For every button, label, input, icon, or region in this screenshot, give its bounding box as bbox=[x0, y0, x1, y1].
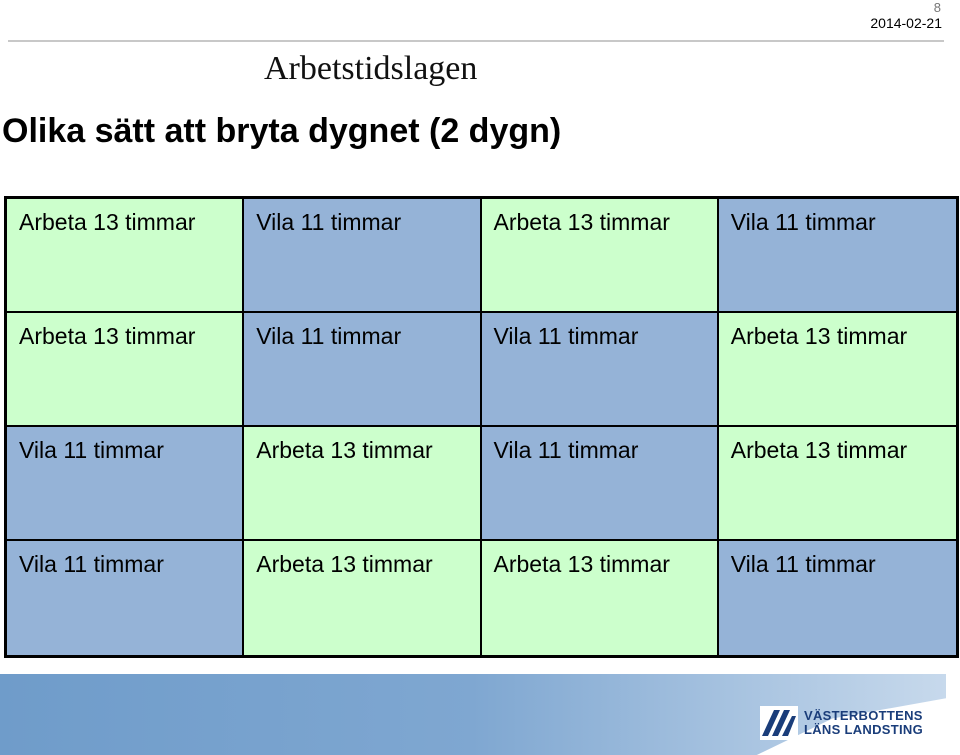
slide-title: Olika sätt att bryta dygnet (2 dygn) bbox=[2, 112, 562, 150]
logo-text-line1: VÄSTERBOTTENS bbox=[804, 708, 923, 723]
schedule-grid bbox=[4, 196, 959, 658]
slide-subtitle: Arbetstidslagen bbox=[264, 50, 478, 87]
schedule-cell-r1-c4: Vila 11 timmar bbox=[719, 199, 956, 313]
schedule-cell-r4-c1: Vila 11 timmar bbox=[7, 541, 244, 655]
schedule-cell-r1-c3: Arbeta 13 timmar bbox=[482, 199, 719, 313]
county-council-logo-icon bbox=[760, 706, 798, 740]
schedule-cell-r2-c2: Vila 11 timmar bbox=[244, 313, 481, 427]
schedule-cell-r3-c4: Arbeta 13 timmar bbox=[719, 427, 956, 541]
schedule-cell-r3-c3: Vila 11 timmar bbox=[482, 427, 719, 541]
schedule-cell-r3-c1: Vila 11 timmar bbox=[7, 427, 244, 541]
schedule-cell-r4-c2: Arbeta 13 timmar bbox=[244, 541, 481, 655]
schedule-cell-r1-c2: Vila 11 timmar bbox=[244, 199, 481, 313]
slide-date: 2014-02-21 bbox=[870, 15, 942, 31]
schedule-cell-r4-c3: Arbeta 13 timmar bbox=[482, 541, 719, 655]
schedule-cell-r2-c4: Arbeta 13 timmar bbox=[719, 313, 956, 427]
page-number: 8 bbox=[933, 0, 941, 15]
county-council-logo bbox=[760, 706, 923, 740]
logo-text-line2: LÄNS LANDSTING bbox=[804, 722, 924, 737]
schedule-cell-r1-c1: Arbeta 13 timmar bbox=[7, 199, 244, 313]
header-divider bbox=[8, 40, 944, 42]
schedule-cell-r4-c4: Vila 11 timmar bbox=[719, 541, 956, 655]
schedule-cell-r3-c2: Arbeta 13 timmar bbox=[244, 427, 481, 541]
schedule-cell-r2-c1: Arbeta 13 timmar bbox=[7, 313, 244, 427]
schedule-cell-r2-c3: Vila 11 timmar bbox=[482, 313, 719, 427]
